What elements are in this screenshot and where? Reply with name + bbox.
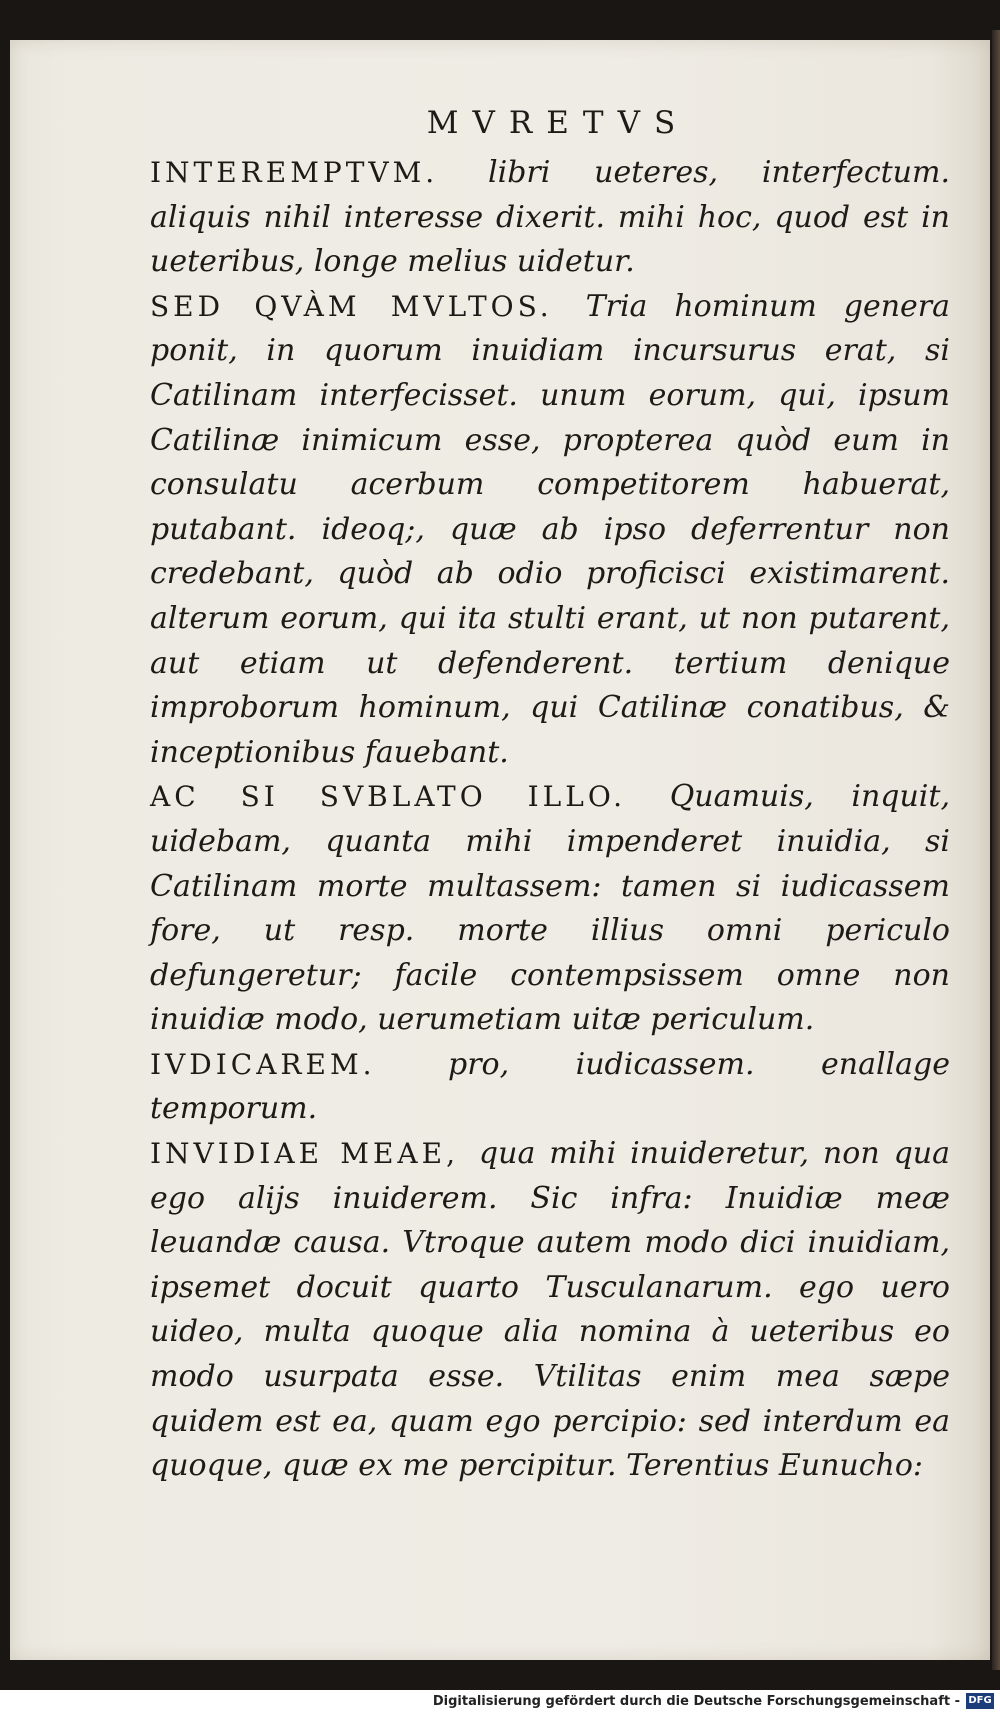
lemma: SED QVÀM MVLTOS. <box>150 289 553 323</box>
lemma: INVIDIAE MEAE, <box>150 1137 459 1171</box>
commentary-text: qua mihi inuideretur, non qua ego alijs inuiderem. Sic infra: Inuidiæ meæ leuandæ causa. Vtroque autem modo dici inuidiam, ipsemet docuit quarto Tusculanarum. ego uero uideo, multa quoque alia nomina à ueteribus eo modo usurpata esse. Vtilitas enim mea sæpe quidem est ea, quam ego percipio: sed interdum ea quoque, quæ ex me percipitur. Terentius Eunucho: <box>150 1136 950 1484</box>
digitization-footer <box>0 1690 1000 1716</box>
commentary-paragraph <box>150 775 950 1043</box>
lemma: INTEREMPTVM. <box>150 156 439 189</box>
lemma: AC SI SVBLATO ILLO. <box>150 780 627 814</box>
commentary-text: Tria hominum genera ponit, in quorum inuidiam incursurus erat, si Catilinam interfecisset. unum eorum, qui, ipsum Catilinæ inimicum esse, propterea quòd eum in consulatu acerbum competitorem habuerat, putabant. ideoq;, quæ ab ipso deferrentur non credebant, quòd ab odio proficisci existimarent. alterum eorum, qui ita stulti erant, ut non putarent, aut etiam ut defenderent. tertium denique improborum hominum, qui Catilinæ conatibus, & inceptionibus fauebant. <box>150 288 950 770</box>
commentary-paragraph <box>150 1043 950 1132</box>
facing-page-edge <box>992 30 1000 1670</box>
page-text-block <box>150 105 950 1489</box>
commentary-paragraph <box>150 151 950 285</box>
lemma: IVDICAREM. <box>150 1047 376 1081</box>
running-head: MVRETVS <box>426 105 690 141</box>
commentary-paragraph <box>150 285 950 776</box>
dfg-logo-icon: DFG <box>966 1693 994 1709</box>
commentary-text: Quamuis, inquit, uidebam, quanta mihi impenderet inuidia, si Catilinam morte multassem: tamen si iudicassem fore, ut resp. morte illius omni periculo defungeretur; facile contempsissem omne non inuidiæ modo, uerumetiam uitæ periculum. <box>150 779 950 1038</box>
funding-credit: Digitalisierung gefördert durch die Deutsche Forschungsgemeinschaft - <box>432 1694 960 1709</box>
commentary-paragraph <box>150 1132 950 1489</box>
commentary-text: libri ueteres, interfectum. aliquis nihil interesse dixerit. mihi hoc, quod est in ueteribus, longe melius uidetur. <box>150 155 950 280</box>
commentary-text: pro, iudicassem. enallage temporum. <box>150 1046 950 1127</box>
